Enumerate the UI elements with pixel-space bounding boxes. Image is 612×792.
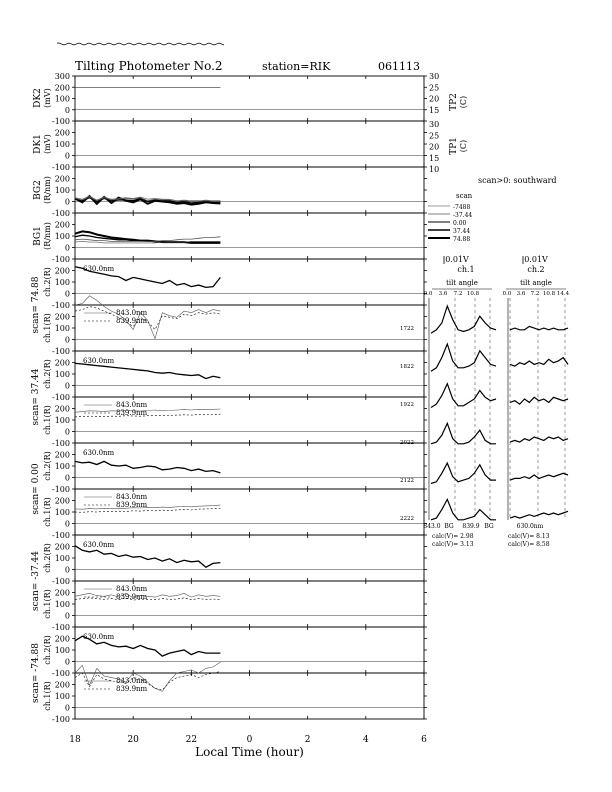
inset-ch1-profile-0 — [431, 306, 496, 333]
y-tick-label: -100 — [52, 531, 70, 540]
ch1-axis-label: ch.1(R) — [43, 313, 52, 343]
ch1-line-839-label: 839.9nm — [116, 317, 148, 325]
panel-frame-s1c2 — [75, 259, 424, 305]
y-tick-label: 100 — [54, 600, 70, 609]
y-tick-label: 100 — [54, 462, 70, 471]
ch2-line-label: 630.0nm — [83, 357, 115, 365]
y-tick-label: 0 — [64, 151, 70, 161]
ch1-line-843-label: 843.0nm — [116, 585, 148, 593]
y-tick-label: 0 — [64, 335, 70, 345]
y-tick-label: 200 — [54, 220, 70, 230]
y-tick-label: 100 — [54, 186, 70, 195]
ch1-843-series-scan-1 — [75, 409, 220, 412]
inset-time-label: 2122 — [400, 478, 414, 484]
scan-group-label: scan= -37.44 — [31, 550, 41, 612]
y-tick-label: -100 — [52, 669, 70, 678]
bg1-label: BG1 — [33, 226, 43, 246]
ch1-839-series-scan-3 — [75, 598, 220, 600]
scan-legend-heading: scan — [456, 192, 473, 200]
y-tick-label: 200 — [54, 404, 70, 414]
inset-ch2-profile-4 — [510, 473, 568, 480]
inset-ch2-profile-2 — [510, 397, 568, 404]
scan-legend-entry: 37.44 — [453, 228, 471, 235]
ch2-axis-label: ch.2(R) — [43, 359, 52, 389]
y-tick-label: -100 — [52, 577, 70, 586]
y-tick-label: -100 — [52, 393, 70, 402]
y-tick-label: 200 — [54, 83, 70, 93]
ch2-line-label: 630.0nm — [83, 449, 115, 457]
panel-frame-bg2 — [75, 167, 424, 213]
y-tick-label: 0 — [64, 565, 70, 575]
inset-ch1-profile-2 — [431, 384, 496, 408]
y-tick-label: 0 — [64, 427, 70, 437]
y-tick-label: 100 — [54, 646, 70, 655]
ch1-839-series-scan-0 — [75, 307, 220, 330]
tp1-tick-label: 15 — [429, 153, 440, 163]
y-tick-label: 0 — [64, 105, 70, 115]
y-tick-label: -100 — [52, 209, 70, 218]
inset-tilt-tick-2: 3.6 — [516, 291, 526, 297]
y-tick-label: -100 — [52, 623, 70, 632]
scan-legend-entry: -7488 — [453, 204, 471, 211]
y-tick-label: -100 — [52, 485, 70, 494]
inset-calc-ch2: calc(V)= 8.13 — [508, 533, 550, 540]
scan-legend-entry: 74.88 — [453, 236, 471, 243]
ch1-line-843-label: 843.0nm — [116, 493, 148, 501]
y-tick-label: 200 — [54, 634, 70, 644]
tp1-label: TP1 — [449, 137, 459, 155]
inset-ch1-profile-4 — [431, 463, 496, 483]
x-tick-label: 18 — [69, 735, 81, 745]
panel-frame-dk1 — [75, 121, 424, 167]
inset-ch1-volt: 0.01V — [445, 255, 469, 264]
figure-title: Tilting Photometer No.2 — [75, 59, 223, 73]
ch1-line-843-label: 843.0nm — [116, 677, 148, 685]
panel-frame-dk2 — [75, 76, 424, 121]
tp2-tick-label: 15 — [429, 105, 440, 115]
panel-frame-bg1 — [75, 213, 424, 259]
inset-tilt-label-2: tilt angle — [520, 279, 552, 287]
inset-ch1-profile-1 — [431, 344, 496, 371]
y-tick-label: 200 — [54, 542, 70, 552]
ch2-630-series-scan-2 — [75, 461, 220, 473]
ch2-line-label: 630.0nm — [83, 633, 115, 641]
y-tick-label: 200 — [54, 450, 70, 460]
y-tick-label: 200 — [54, 680, 70, 690]
ch1-axis-label: ch.1(R) — [43, 405, 52, 435]
inset-calc-ch1: calc(V)= 2.98 — [432, 533, 474, 540]
dk1-unit: (mV) — [43, 134, 52, 154]
inset-tilt-tick-1: 0.0 — [423, 291, 433, 297]
tp2-tick-label: 30 — [429, 72, 440, 81]
y-tick-label: -100 — [52, 255, 70, 264]
inset-ch2-name: ch.2 — [527, 265, 545, 274]
ch1-line-839-label: 839.9nm — [116, 593, 148, 601]
inset-tilt-tick-1: 3.6 — [438, 291, 448, 297]
x-tick-label: 4 — [362, 735, 369, 745]
tp1-tick-label: 20 — [429, 142, 440, 152]
inset-ch1-name: ch.1 — [457, 265, 475, 274]
inset-ch2-profile-0 — [510, 326, 568, 329]
station-label: station=RIK — [262, 60, 331, 73]
ch2-axis-label: ch.2(R) — [43, 267, 52, 297]
y-tick-label: 100 — [54, 324, 70, 333]
inset-time-label: 1822 — [400, 364, 414, 370]
dk1-label: DK1 — [33, 134, 43, 154]
y-tick-label: 100 — [54, 140, 70, 149]
inset-tilt-tick-1: 7.2 — [453, 291, 463, 297]
tp1-unit: (C) — [459, 139, 468, 153]
inset-ch2-profile-5 — [510, 511, 568, 518]
tp2-tick-label: 25 — [429, 83, 440, 93]
y-tick-label: 100 — [54, 508, 70, 517]
y-tick-label: -100 — [52, 715, 70, 724]
panel-frame-s5c2 — [75, 627, 424, 673]
x-tick-label: 22 — [185, 735, 198, 745]
inset-time-label: 2022 — [400, 440, 414, 446]
ch2-line-label: 630.0nm — [83, 265, 115, 273]
date-label: 061113 — [378, 60, 420, 73]
y-tick-label: 0 — [64, 289, 70, 299]
tp1-tick-label: 10 — [429, 165, 440, 174]
ch1-axis-label: ch.1(R) — [43, 681, 52, 711]
inset-tilt-tick-2: 0.0 — [502, 291, 512, 297]
inset-time-label: 2222 — [400, 516, 414, 522]
scan-group-label: scan= 0.00 — [31, 463, 41, 515]
panel-frame-s2c2 — [75, 351, 424, 397]
inset-ch2-profile-1 — [510, 358, 568, 367]
inset-foot-ch1: 839.9 — [462, 523, 480, 530]
scan-group-label: scan= 74.88 — [31, 276, 41, 334]
inset-ch2-profile-3 — [510, 437, 568, 442]
ch1-843-series-scan-0 — [75, 296, 220, 339]
bg1-unit: (R/nm) — [43, 222, 52, 250]
y-tick-label: -100 — [52, 301, 70, 310]
inset-tilt-label-1: tilt angle — [446, 279, 478, 287]
inset-foot-ch1: BG — [444, 523, 454, 530]
y-tick-label: 100 — [54, 416, 70, 425]
tp2-tick-label: 20 — [429, 94, 440, 104]
y-tick-label: 100 — [54, 370, 70, 379]
ch2-axis-label: ch.2(R) — [43, 635, 52, 665]
y-tick-label: -100 — [52, 163, 70, 172]
y-tick-label: 200 — [54, 496, 70, 506]
ch1-axis-label: ch.1(R) — [43, 497, 52, 527]
ch2-630-series-scan-1 — [75, 363, 220, 378]
inset-tilt-tick-2: 7.2 — [530, 291, 540, 297]
ch2-axis-label: ch.2(R) — [43, 543, 52, 573]
inset-foot-ch2: 630.0nm — [516, 523, 544, 530]
tp2-unit: (C) — [459, 95, 468, 109]
dk2-label: DK2 — [33, 88, 43, 108]
panel-frame-s4c2 — [75, 535, 424, 581]
inset-calc-ch2: calc(V)= 8.58 — [508, 541, 550, 548]
ch1-axis-label: ch.1(R) — [43, 589, 52, 619]
tp2-label: TP2 — [449, 93, 459, 111]
ch1-line-843-label: 843.0nm — [116, 309, 148, 317]
scan-group-label: scan= 37.44 — [31, 368, 41, 426]
inset-foot-ch1: BG — [484, 523, 494, 530]
tp1-tick-label: 30 — [429, 120, 440, 129]
ch1-line-839-label: 839.9nm — [116, 409, 148, 417]
y-tick-label: 100 — [54, 94, 70, 104]
x-tick-label: 0 — [246, 735, 253, 745]
x-tick-label: 6 — [421, 735, 427, 745]
inset-calc-ch1: calc(V)= 3.13 — [432, 541, 474, 548]
inset-tilt-tick-1: 10.8 — [466, 291, 480, 297]
y-tick-label: 200 — [54, 588, 70, 598]
ch1-843-series-scan-4 — [75, 662, 220, 691]
inset-ch1-profile-3 — [431, 423, 496, 443]
y-tick-label: 0 — [64, 197, 70, 207]
scan-legend-title: scan>0: southward — [478, 176, 557, 185]
tp1-tick-label: 25 — [429, 131, 440, 141]
ch1-line-839-label: 839.9nm — [116, 685, 148, 693]
ch1-843-series-scan-2 — [75, 505, 220, 509]
y-tick-label: 200 — [54, 312, 70, 322]
ch2-axis-label: ch.2(R) — [43, 451, 52, 481]
y-tick-label: 0 — [64, 657, 70, 667]
scan-group-label: scan= -74.88 — [31, 642, 41, 704]
scan-legend-entry: -37.44 — [453, 212, 473, 219]
y-tick-label: -100 — [52, 347, 70, 356]
y-tick-label: 200 — [54, 266, 70, 276]
ch2-line-label: 630.0nm — [83, 541, 115, 549]
y-tick-label: 200 — [54, 128, 70, 138]
y-tick-label: 100 — [54, 554, 70, 563]
y-tick-label: 100 — [54, 692, 70, 701]
header-squiggle — [57, 43, 224, 45]
ch1-839-series-scan-1 — [75, 414, 220, 417]
inset-ch1-profile-5 — [431, 499, 496, 519]
y-tick-label: 200 — [54, 174, 70, 184]
inset-ch2-volt: 0.01V — [524, 255, 548, 264]
x-tick-label: 2 — [304, 735, 311, 745]
inset-tilt-tick-2: 14.4 — [556, 291, 570, 297]
y-tick-label: 0 — [64, 611, 70, 621]
scan-legend-entry: 0.00 — [453, 220, 467, 227]
inset-tilt-tick-2: 10.8 — [542, 291, 556, 297]
y-tick-label: 100 — [54, 278, 70, 287]
inset-time-label: 1922 — [400, 402, 414, 408]
inset-time-label: 1722 — [400, 326, 414, 332]
x-axis-title: Local Time (hour) — [195, 745, 304, 759]
bg2-unit: (R/nm) — [43, 176, 52, 204]
inset-foot-ch1: 843.0 — [423, 523, 441, 530]
y-tick-label: -100 — [52, 117, 70, 126]
y-tick-label: 0 — [64, 473, 70, 483]
y-tick-label: 300 — [54, 72, 70, 81]
ch1-line-839-label: 839.9nm — [116, 501, 148, 509]
y-tick-label: 0 — [64, 381, 70, 391]
y-tick-label: -100 — [52, 439, 70, 448]
y-tick-label: 0 — [64, 519, 70, 529]
x-tick-label: 20 — [127, 735, 139, 745]
y-tick-label: 0 — [64, 243, 70, 253]
bg2-label: BG2 — [33, 180, 43, 200]
ch1-line-843-label: 843.0nm — [116, 401, 148, 409]
dk2-unit: (mV) — [43, 88, 52, 108]
y-tick-label: 200 — [54, 358, 70, 368]
bg2-series--37.44 — [75, 196, 220, 201]
y-tick-label: 0 — [64, 703, 70, 713]
y-tick-label: 100 — [54, 232, 70, 241]
